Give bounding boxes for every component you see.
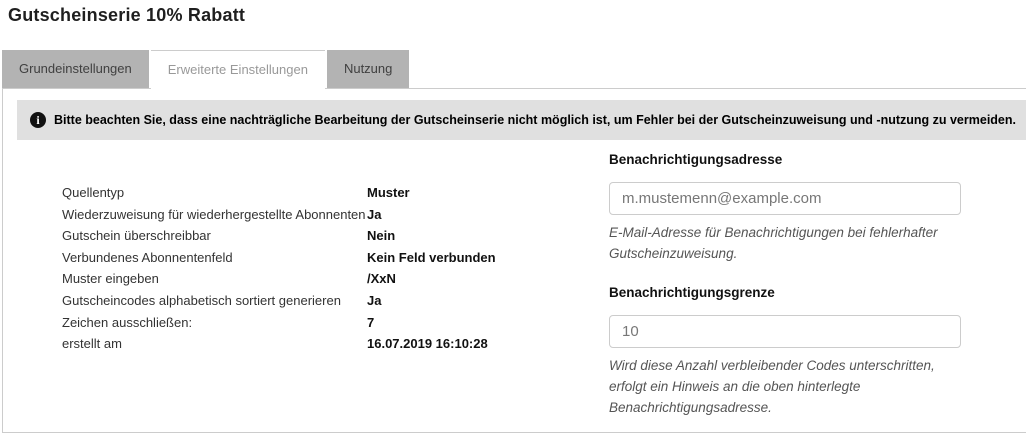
detail-label: Muster eingeben	[62, 271, 159, 287]
panel-content	[3, 140, 1026, 418]
detail-row	[62, 225, 609, 247]
notification-address-help: E-Mail-Adresse für Benachrichtigungen bei fehlerhafter Gutscheinzuweisung.	[609, 225, 938, 261]
details-list	[62, 182, 609, 355]
notification-form	[609, 152, 961, 418]
notification-address-group	[609, 152, 961, 264]
detail-value: Ja	[367, 206, 382, 222]
detail-row	[62, 204, 609, 226]
detail-row	[62, 333, 609, 355]
detail-row	[62, 247, 609, 269]
detail-value: /XxN	[367, 271, 396, 287]
tab-erweiterte-einstellungen[interactable]: Erweiterte Einstellungen	[151, 50, 325, 89]
notification-threshold-group	[609, 285, 961, 418]
detail-value: 16.07.2019 16:10:28	[367, 336, 488, 352]
tab-bar	[0, 50, 1026, 88]
notification-threshold-input[interactable]	[609, 315, 961, 348]
content-panel	[2, 88, 1026, 433]
page-title: Gutscheinserie 10% Rabatt	[8, 5, 246, 25]
info-banner	[17, 100, 1026, 140]
tab-nutzung[interactable]: Nutzung	[327, 50, 409, 88]
detail-row	[62, 312, 609, 334]
detail-value: Nein	[367, 228, 396, 244]
detail-label: Wiederzuweisung für wiederhergestellte Abonnenten	[62, 206, 366, 222]
detail-value: Kein Feld verbunden	[367, 249, 496, 265]
detail-value: 7	[367, 314, 375, 330]
notification-threshold-label: Benachrichtigungsgrenze	[609, 285, 775, 300]
notification-address-input[interactable]	[609, 182, 961, 215]
detail-label: erstellt am	[62, 336, 122, 352]
info-circle-icon: i	[30, 112, 46, 128]
detail-row	[62, 182, 609, 204]
detail-row	[62, 268, 609, 290]
detail-value: Muster	[367, 185, 410, 200]
tab-grundeinstellungen[interactable]: Grundeinstellungen	[2, 50, 149, 88]
notification-address-label: Benachrichtigungsadresse	[609, 152, 783, 167]
detail-label: Zeichen ausschließen:	[62, 314, 193, 330]
notice-text: Bitte beachten Sie, dass eine nachträgliche Bearbeitung der Gutscheinserie nicht möglich ist, um Fehler bei der Gutscheinzuweisung und -nutzung zu vermeiden.	[54, 113, 1016, 127]
detail-value: Ja	[367, 292, 382, 308]
detail-label: Gutschein überschreibbar	[62, 228, 211, 244]
detail-label: Quellentyp	[62, 185, 125, 200]
detail-row	[62, 290, 609, 312]
notification-threshold-help: Wird diese Anzahl verbleibender Codes unterschritten, erfolgt ein Hinweis an die oben hinterlegte Benachrichtigungsadresse.	[609, 358, 935, 415]
detail-label: Gutscheincodes alphabetisch sortiert generieren	[62, 292, 341, 308]
detail-label: Verbundenes Abonnentenfeld	[62, 249, 233, 265]
